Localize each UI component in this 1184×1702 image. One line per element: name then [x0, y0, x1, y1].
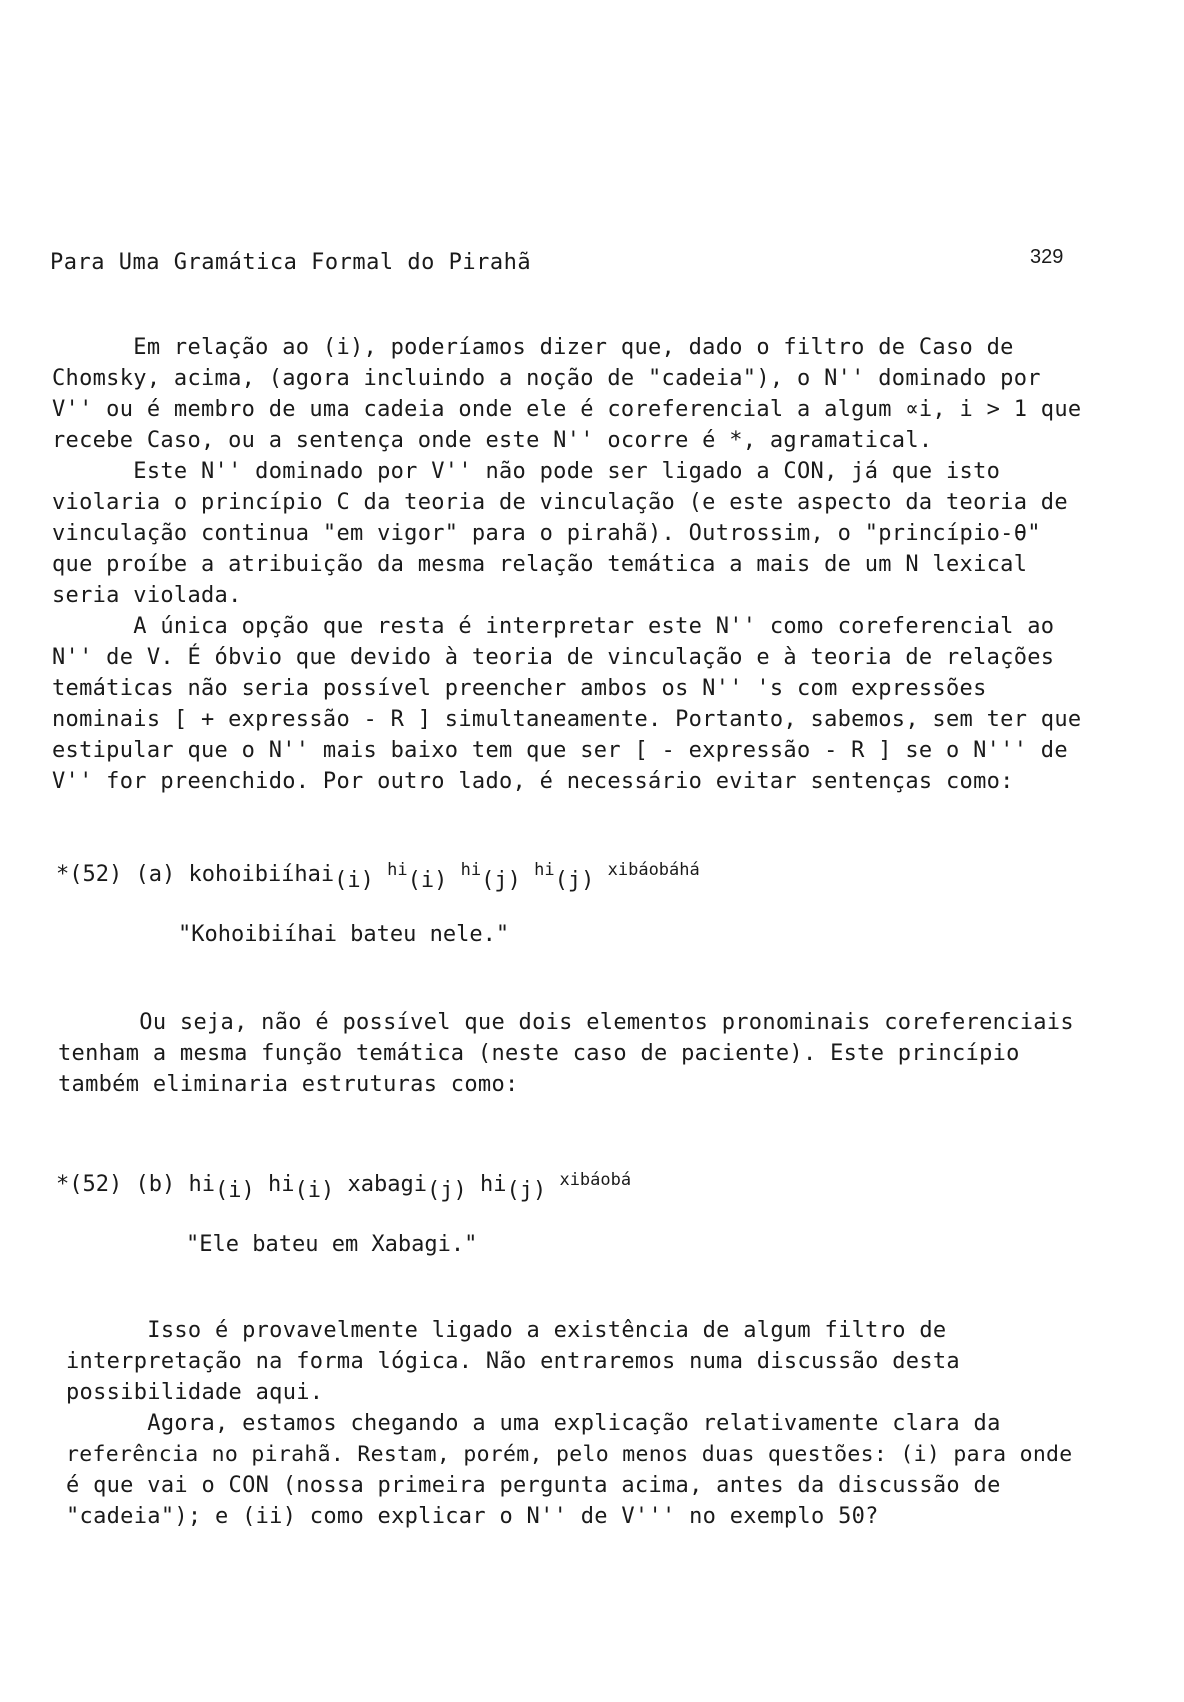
text-line: tenham a mesma função temática (neste caso de paciente). Este princípio	[58, 1041, 1020, 1066]
text-line: "cadeia"); e (ii) como explicar o N'' de V''' no exemplo 50?	[66, 1504, 879, 1529]
example-52a	[56, 860, 700, 893]
text-line: possibilidade aqui.	[66, 1380, 324, 1405]
example-label: *(52) (b)	[56, 1172, 176, 1197]
text-line: Chomsky, acima, (agora incluindo a noção de "cadeia"), o N'' dominado por	[52, 366, 1041, 391]
word: hi	[387, 860, 408, 880]
word: hi	[460, 860, 482, 880]
text-line: Ou seja, não é possível que dois elementos pronominais coreferenciais	[58, 1010, 1074, 1035]
text-line: violaria o princípio C da teoria de vinculação (e este aspecto da teoria de	[52, 490, 1068, 515]
text-line: Agora, estamos chegando a uma explicação relativamente clara da	[66, 1411, 1001, 1436]
text-line: Este N'' dominado por V'' não pode ser ligado a CON, já que isto	[52, 459, 1001, 484]
example-gloss: "Kohoibiíhai bateu nele."	[178, 922, 510, 947]
word: xabagi	[347, 1172, 427, 1197]
word: hi	[479, 1172, 507, 1197]
text-line: nominais [ + expressão - R ] simultaneamente. Portanto, sabemos, sem ter que	[52, 707, 1082, 732]
text-line: A única opção que resta é interpretar este N'' como coreferencial ao	[52, 614, 1055, 639]
text-line: Em relação ao (i), poderíamos dizer que, dado o filtro de Caso de	[52, 335, 1014, 360]
text-line: é que vai o CON (nossa primeira pergunta acima, antes da discussão de	[66, 1473, 1001, 1498]
verb: xibáobá	[559, 1170, 632, 1190]
index-subscript: (j)	[481, 868, 521, 893]
example-gloss: "Ele bateu em Xabagi."	[186, 1232, 478, 1257]
text-line: seria violada.	[52, 583, 242, 608]
running-header: Para Uma Gramática Formal do Pirahã	[50, 250, 532, 275]
text-line: vinculação continua "em vigor" para o pirahã). Outrossim, o "princípio-θ"	[52, 521, 1041, 546]
text-line: recebe Caso, ou a sentença onde este N'' ocorre é *, agramatical.	[52, 428, 933, 453]
index-subscript: (i)	[214, 1178, 255, 1203]
word: hi	[188, 1172, 215, 1197]
index-subscript: (i)	[294, 1178, 335, 1203]
index-subscript: (i)	[407, 868, 448, 893]
example-52b	[56, 1170, 631, 1203]
verb: xibáobáhá	[607, 860, 700, 880]
text-line: V'' for preenchido. Por outro lado, é necessário evitar sentenças como:	[52, 769, 1014, 794]
index-subscript: (j)	[426, 1178, 467, 1203]
text-line: N'' de V. É óbvio que devido à teoria de vinculação e à teoria de relações	[52, 645, 1055, 670]
example-label: *(52) (a)	[56, 862, 176, 887]
index-subscript: (j)	[554, 868, 595, 893]
word: hi	[267, 1172, 295, 1197]
index-subscript: (i)	[334, 868, 374, 893]
word: hi	[534, 860, 555, 880]
text-line: estipular que o N'' mais baixo tem que ser [ - expressão - R ] se o N''' de	[52, 738, 1068, 763]
text-line: V'' ou é membro de uma cadeia onde ele é coreferencial a algum ∝i, i > 1 que	[52, 397, 1082, 422]
page-number: 329	[1030, 246, 1064, 268]
text-line: Isso é provavelmente ligado a existência de algum filtro de	[66, 1318, 947, 1343]
text-line: interpretação na forma lógica. Não entraremos numa discussão desta	[66, 1349, 960, 1374]
text-line: que proíbe a atribuição da mesma relação temática a mais de um N lexical	[52, 552, 1028, 577]
text-line: também eliminaria estruturas como:	[58, 1072, 519, 1097]
word: kohoibiíhai	[188, 862, 335, 887]
text-line: temáticas não seria possível preencher ambos os N'' 's com expressões	[52, 676, 987, 701]
index-subscript: (j)	[506, 1178, 547, 1203]
text-line: referência no pirahã. Restam, porém, pelo menos duas questões: (i) para onde	[66, 1442, 1073, 1467]
